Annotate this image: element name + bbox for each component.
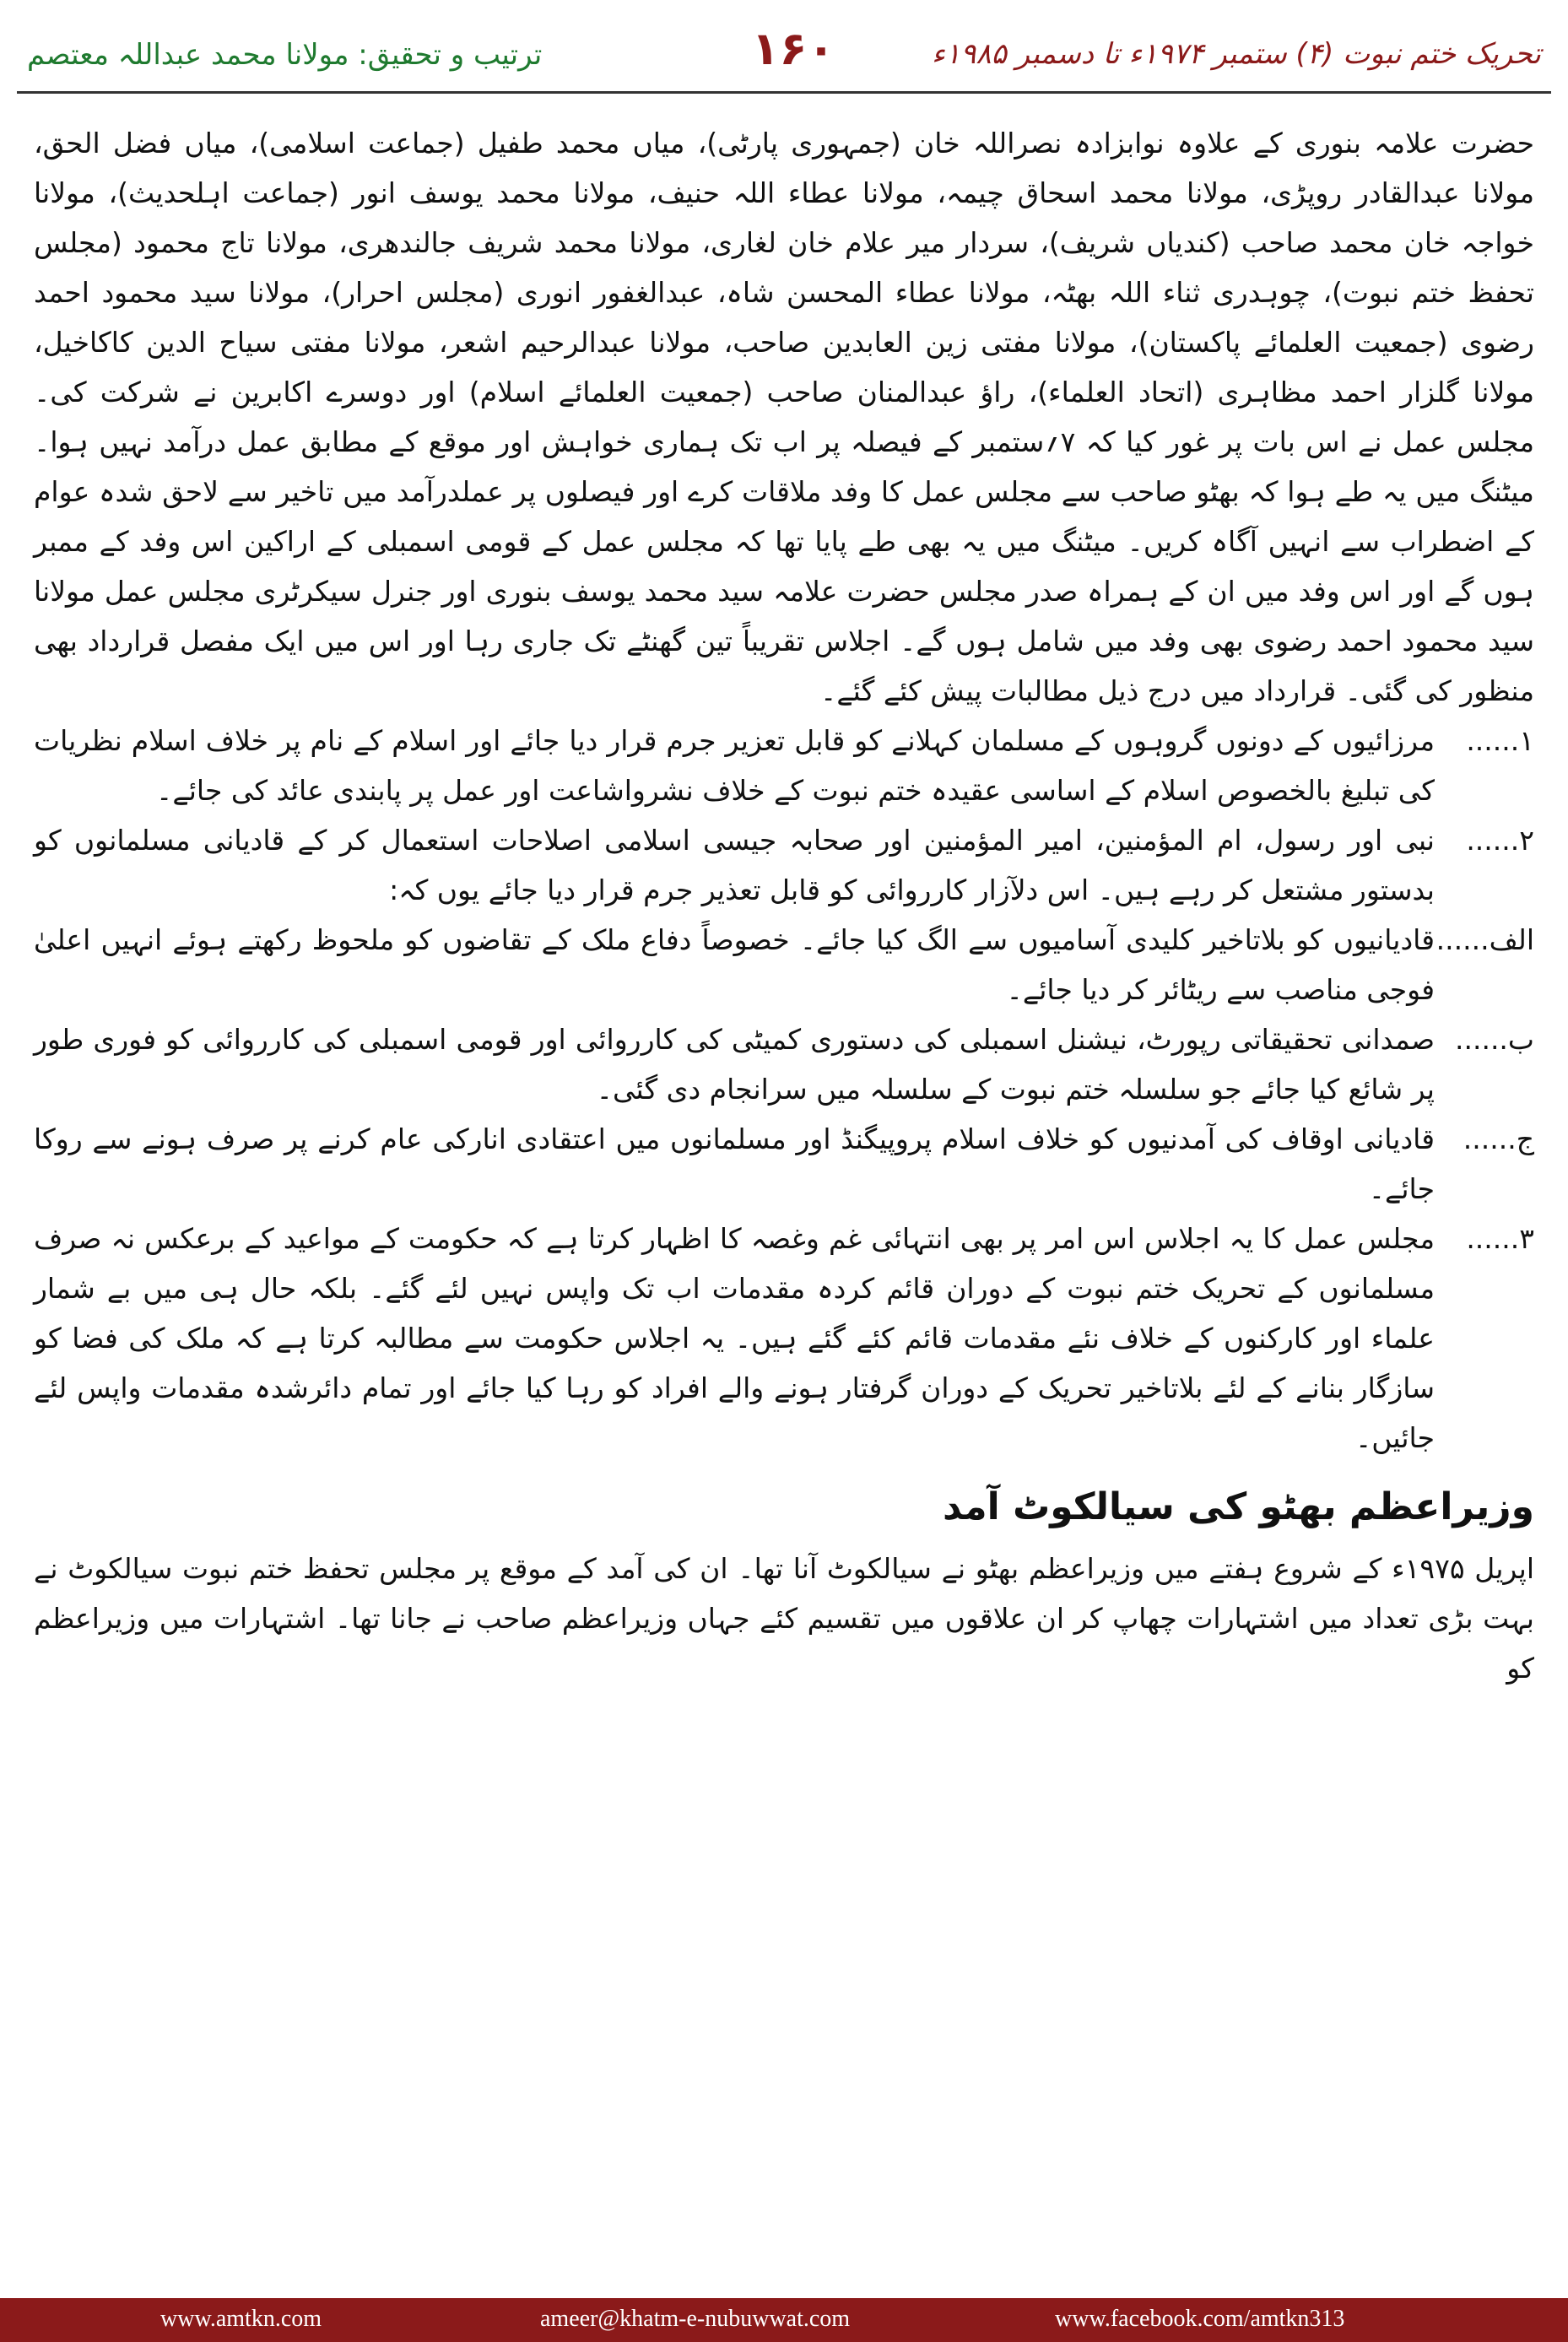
opening-paragraph: حضرت علامہ بنوری کے علاوہ نوابزادہ نصراللہ خان (جمہوری پارٹی)، میاں محمد طفیل (جماعت اسلامی)، میاں فضل الحق، مولانا عبدالقادر روپڑی، مولانا محمد اسحاق چیمہ، مولانا عطاء اللہ حنیف، مولانا محمد یوسف انور (جماعت اہلحدیث)، مولانا خواجہ خان محمد صاحب (کندیاں شریف)، سردار میر علام خان لغاری، مولانا محمد شریف جالندھری، مولانا تاج محمود (مجلس تحفظ ختم نبوت)، چوہدری ثناء اللہ بھٹہ، مولانا عطاء المحسن شاہ، عبدالغفور انوری (مجلس احرار)، مولانا سید محمود احمد رضوی (جمعیت العلمائے پاکستان)، مولانا مفتی زین العابدین صاحب، مولانا عبدالرحیم اشعر، مولانا مفتی سیاح الدین کاکاخیل، مولانا گلزار احمد مظاہری (اتحاد العلماء)، راؤ عبدالمنان صاحب (جمعیت العلمائے اسلام) اور دوسرے اکابرین نے شرکت کی۔ مجلس عمل نے اس بات پر غور کیا کہ ۷؍ستمبر کے فیصلہ پر اب تک ہماری خواہش اور موقع کے مطابق عمل درآمد نہیں ہوا۔ میٹنگ میں یہ طے ہوا کہ بھٹو صاحب سے مجلس عمل کا وفد ملاقات کرے اور فیصلوں پر عملدرآمد میں تاخیر سے لاحق شدہ عوام کے اضطراب سے انہیں آگاہ کریں۔ میٹنگ میں یہ بھی طے پایا تھا کہ مجلس عمل کے قومی اسمبلی کے اراکین اس وفد کے ممبر ہوں گے اور اس وفد میں ان کے ہمراہ صدر مجلس حضرت علامہ سید محمد یوسف بنوری اور جنرل سیکرٹری مجلس عمل مولانا سید محمود احمد رضوی بھی وفد میں شامل ہوں گے۔ اجلاس تقریباً تین گھنٹے تک جاری رہا اور اس میں ایک مفصل قرارداد بھی منظور کی گئی۔ قرارداد میں درج ذیل مطالبات پیش کئے گئے۔ bbox=[34, 127, 1535, 707]
closing-paragraph: اپریل ۱۹۷۵ء کے شروع ہفتے میں وزیراعظم بھٹو نے سیالکوٹ آنا تھا۔ ان کی آمد کے موقع پر مجلس تحفظ ختم نبوت سیالکوٹ نے بہت بڑی تعداد میں اشتہارات چھاپ کر ان علاقوں میں تقسیم کئے جہاں وزیراعظم صاحب نے جانا تھا۔ اشتہارات میں وزیراعظم کو bbox=[34, 1552, 1534, 1685]
item-marker: ۲...... bbox=[1466, 824, 1534, 857]
compiler-credit: ترتیب و تحقیق: مولانا محمد عبداللہ معتصم bbox=[27, 38, 543, 72]
demand-item bbox=[34, 716, 1534, 815]
demand-item bbox=[34, 815, 1534, 915]
header-divider bbox=[17, 91, 1551, 94]
item-marker: ۳...... bbox=[1466, 1222, 1534, 1255]
item-text: صمدانی تحقیقاتی رپورٹ، نیشنل اسمبلی کی دستوری کمیٹی کی کارروائی اور قومی اسمبلی کی کارروائی کو فوری طور پر شائع کیا جائے جو سلسلہ ختم نبوت کے سلسلہ میں سرانجام دی گئی۔ bbox=[34, 1023, 1435, 1106]
page-header bbox=[0, 0, 1568, 101]
demand-item bbox=[34, 1114, 1534, 1214]
email-link[interactable]: ameer@khatm-e-nubuwwat.com bbox=[540, 2306, 851, 2332]
website-link[interactable]: www.amtkn.com bbox=[160, 2306, 322, 2332]
item-marker: ب...... bbox=[1454, 1023, 1534, 1056]
page-content bbox=[34, 118, 1534, 1693]
facebook-link[interactable]: www.facebook.com/amtkn313 bbox=[1055, 2306, 1345, 2332]
item-text: مرزائیوں کے دونوں گروہوں کے مسلمان کہلانے کو قابل تعزیر جرم قرار دیا جائے اور اسلام کے نام پر خلاف اسلام نظریات کی تبلیغ بالخصوص اسلام کے اساسی عقیدہ ختم نبوت کے خلاف نشرواشاعت اور عمل پر پابندی عائد کی جائے۔ bbox=[34, 724, 1435, 807]
item-text: قادیانی اوقاف کی آمدنیوں کو خلاف اسلام پروپیگنڈ اور مسلمانوں میں اعتقادی انارکی عام کرنے پر صرف ہونے سے روکا جائے۔ bbox=[34, 1122, 1435, 1205]
demand-item bbox=[34, 1014, 1534, 1114]
item-text: قادیانیوں کو بلاتاخیر کلیدی آسامیوں سے الگ کیا جائے۔ خصوصاً دفاع ملک کے تقاضوں کو ملحوظ رکھتے ہوئے انہیں اعلیٰ فوجی مناصب سے ریٹائر کر دیا جائے۔ bbox=[34, 923, 1435, 1006]
demand-item bbox=[34, 1214, 1534, 1463]
section-heading: وزیراعظم بھٹو کی سیالکوٹ آمد bbox=[943, 1485, 1534, 1528]
book-title: تحریک ختم نبوت (۴) ستمبر ۱۹۷۴ء تا دسمبر ۱۹۸۵ء bbox=[931, 37, 1541, 71]
demand-item bbox=[34, 915, 1534, 1014]
item-marker: الف...... bbox=[1436, 923, 1534, 956]
item-text: مجلس عمل کا یہ اجلاس اس امر پر بھی انتہائی غم وغصہ کا اظہار کرتا ہے کہ حکومت کے مواعید کے برعکس نہ صرف مسلمانوں کے تحریک ختم نبوت کے دوران قائم کردہ مقدمات اب تک واپس نہیں لئے گئے۔ بلکہ حال ہی میں بے شمار علماء اور کارکنوں کے خلاف نئے مقدمات قائم کئے گئے ہیں۔ یہ اجلاس حکومت سے مطالبہ کرتا ہے کہ ملک کی فضا کو سازگار بنانے کے لئے بلاتاخیر تحریک کے دوران گرفتار ہونے والے افراد کو رہا کیا جائے اور تمام دائرشدہ مقدمات واپس لئے جائیں۔ bbox=[34, 1222, 1435, 1454]
item-marker: ج...... bbox=[1463, 1122, 1534, 1155]
item-text: نبی اور رسول، ام المؤمنین، امیر المؤمنین اور صحابہ جیسی اسلامی اصلاحات استعمال کر کے قادیانی مسلمانوں کو بدستور مشتعل کر رہے ہیں۔ اس دلآزار کارروائی کو قابل تعذیر جرم قرار دیا جائے یوں کہ: bbox=[34, 824, 1435, 906]
item-marker: ۱...... bbox=[1466, 724, 1534, 757]
page-number: ۱۶۰ bbox=[751, 22, 835, 75]
